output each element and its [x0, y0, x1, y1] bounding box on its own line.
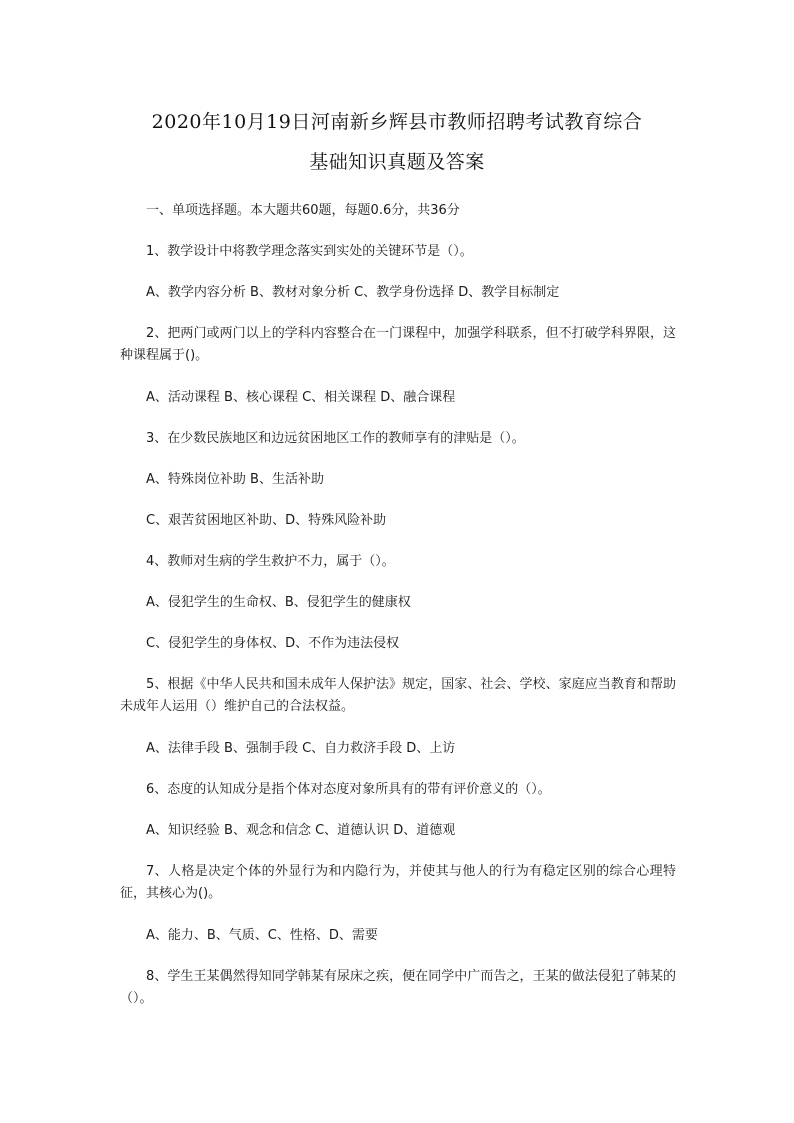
question-4-options-a: A、侵犯学生的生命权、B、侵犯学生的健康权 — [146, 595, 411, 610]
document-title-line-2: 基础知识真题及答案 — [309, 151, 485, 173]
question-7: 7、人格是决定个体的外显行为和内隐行为，并使其与他人的行为有稳定区别的综合心理特征，其核心为()。 — [120, 864, 676, 901]
question-2-options: A、活动课程 B、核心课程 C、相关课程 D、融合课程 — [146, 390, 456, 405]
question-6: 6、态度的认知成分是指个体对态度对象所具有的带有评价意义的（）。 — [146, 782, 551, 797]
question-3-options-a: A、特殊岗位补助 B、生活补助 — [146, 472, 324, 487]
question-4-options-b: C、侵犯学生的身体权、D、不作为违法侵权 — [146, 636, 400, 651]
question-8: 8、学生王某偶然得知同学韩某有尿床之疾，便在同学中广而告之，王某的做法侵犯了韩某的（）。 — [120, 969, 676, 1006]
question-1: 1、教学设计中将教学理念落实到实处的关键环节是（）。 — [146, 244, 473, 259]
question-4: 4、教师对生病的学生救护不力，属于（）。 — [146, 554, 395, 569]
question-2: 2、把两门或两门以上的学科内容整合在一门课程中，加强学科联系，但不打破学科界限，这种课程属于()。 — [120, 326, 676, 363]
document-body — [120, 200, 676, 1030]
question-1-options: A、教学内容分析 B、教材对象分析 C、教学身份选择 D、教学目标制定 — [146, 285, 560, 300]
section-heading: 一、单项选择题。本大题共60题，每题0.6分，共36分 — [146, 203, 460, 218]
question-6-options: A、知识经验 B、观念和信念 C、道德认识 D、道德观 — [146, 823, 456, 838]
question-3-options-b: C、艰苦贫困地区补助、D、特殊风险补助 — [146, 513, 387, 528]
question-5: 5、根据《中华人民共和国未成年人保护法》规定，国家、社会、学校、家庭应当教育和帮助未成年人运用（）维护自己的合法权益。 — [120, 677, 676, 714]
question-5-options: A、法律手段 B、强制手段 C、自力救济手段 D、上访 — [146, 741, 456, 756]
question-7-options: A、能力、B、气质、C、性格、D、需要 — [146, 928, 378, 943]
document-title-line-1: 2020年10月19日河南新乡辉县市教师招聘考试教育综合 — [151, 111, 643, 133]
question-3: 3、在少数民族地区和边远贫困地区工作的教师享有的津贴是（）。 — [146, 431, 525, 446]
